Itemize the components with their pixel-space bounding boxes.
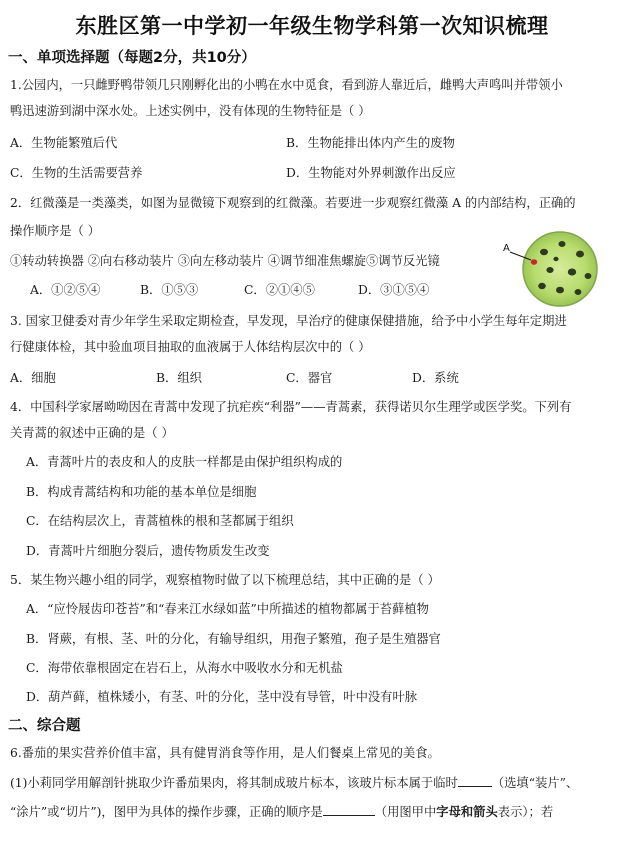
question-3-option-c: C．器官 xyxy=(286,371,333,385)
question-5-line-1: 5．某生物兴趣小组的同学，观察植物时做了以下梳理总结，其中正确的是（ ） xyxy=(10,573,440,587)
question-1-option-c: C．生物的生活需要营养 xyxy=(10,166,143,180)
question-3-line-1: 3. 国家卫健委对青少年学生采取定期检查，早发现，早治疗的健康保健措施，给予中小学生每年定期进 xyxy=(10,314,567,328)
question-1-option-b: B．生物能排出体内产生的废物 xyxy=(286,136,455,150)
question-6-part-1-line-2 xyxy=(10,803,553,821)
question-2-option-c: C．②①④⑤ xyxy=(244,283,315,297)
question-6-handwritten-text: 字母和箭头 xyxy=(436,805,498,819)
page-title: 东胜区第一中学初一年级生物学科第一次知识梳理 xyxy=(75,14,549,38)
question-4-line-2: 关青蒿的叙述中正确的是（ ） xyxy=(10,426,174,440)
question-3-line-2: 行健康体检，其中验血项目抽取的血液属于人体结构层次中的（ ） xyxy=(10,340,371,354)
question-5-option-c: C．海带依靠根固定在岩石上，从海水中吸收水分和无机盐 xyxy=(26,661,343,675)
question-6-text-c: “涂片”或“切片”)，图甲为具体的操作步骤，正确的顺序是 xyxy=(10,805,323,819)
question-6-text-e: 表示）；若 xyxy=(497,805,554,819)
question-6-text-d: （用图甲中 xyxy=(374,805,437,819)
section-heading-comprehensive: 二、综合题 xyxy=(8,718,81,734)
question-5-option-b: B．肾蕨，有根、茎、叶的分化，有输导组织，用孢子繁殖，孢子是生殖器官 xyxy=(26,632,441,646)
question-6-text-b: （选填“装片”、 xyxy=(491,776,579,790)
question-5-option-d: D．葫芦藓，植株矮小，有茎、叶的分化，茎中没有导管，叶中没有叶脉 xyxy=(26,690,418,704)
question-2-option-d: D．③①⑤④ xyxy=(358,283,430,297)
algae-cell-a xyxy=(531,259,537,265)
question-1-option-a: A．生物能繁殖后代 xyxy=(10,136,118,150)
section-heading-single-choice: 一、单项选择题（每题2分，共10分） xyxy=(8,50,256,66)
question-4-line-1: 4．中国科学家屠呦呦因在青蒿中发现了抗疟疾“利器”——青蒿素，获得诺贝尔生理学或医学奖。下列有 xyxy=(10,400,572,414)
question-4-option-b: B．构成青蒿结构和功能的基本单位是细胞 xyxy=(26,485,257,499)
microscope-field-figure xyxy=(498,226,598,312)
question-3-option-b: B．组织 xyxy=(156,371,202,385)
answer-blank-slide-type[interactable] xyxy=(458,774,492,787)
question-4-option-a: A．青蒿叶片的表皮和人的皮肤一样都是由保护组织构成的 xyxy=(26,455,343,469)
question-2-steps: ①转动转换器 ②向右移动装片 ③向左移动装片 ④调节细准焦螺旋⑤调节反光镜 xyxy=(10,254,440,268)
question-6-part-1-line-1 xyxy=(10,774,578,792)
question-1-option-d: D．生物能对外界刺激作出反应 xyxy=(286,166,456,180)
question-5-option-a: A．“应怜屐齿印苍苔”和“春来江水绿如蓝”中所描述的植物都属于苔藓植物 xyxy=(26,602,429,616)
question-2-option-a: A．①②⑤④ xyxy=(30,283,101,297)
question-4-option-d: D．青蒿叶片细胞分裂后，遗传物质发生改变 xyxy=(26,544,270,558)
question-6-intro: 6.番茄的果实营养价值丰富，具有健胃消食等作用，是人们餐桌上常见的美食。 xyxy=(10,746,440,760)
answer-blank-order[interactable] xyxy=(323,803,375,816)
figure-label-a: A xyxy=(503,243,510,254)
question-3-option-d: D．系统 xyxy=(412,371,459,385)
question-1-line-1: 1.公园内，一只雌野鸭带领几只刚孵化出的小鸭在水中觅食，看到游人靠近后，雌鸭大声鸣叫并带领小 xyxy=(10,78,563,92)
question-2-option-b: B．①⑤③ xyxy=(140,283,199,297)
question-2-line-1: 2．红微藻是一类藻类，如图为显微镜下观察到的红微藻。若要进一步观察红微藻 A 的内部结构，正确的 xyxy=(10,196,576,210)
question-6-text-a: (1)小莉同学用解剖针挑取少许番茄果肉，将其制成玻片标本，该玻片标本属于临时 xyxy=(10,776,458,790)
question-3-option-a: A．细胞 xyxy=(10,371,56,385)
question-4-option-c: C．在结构层次上，青蒿植株的根和茎都属于组织 xyxy=(26,514,294,528)
question-1-line-2: 鸭迅速游到湖中深水处。上述实例中，没有体现的生物特征是（ ） xyxy=(10,104,371,118)
question-2-line-2: 操作顺序是（ ） xyxy=(10,224,100,238)
